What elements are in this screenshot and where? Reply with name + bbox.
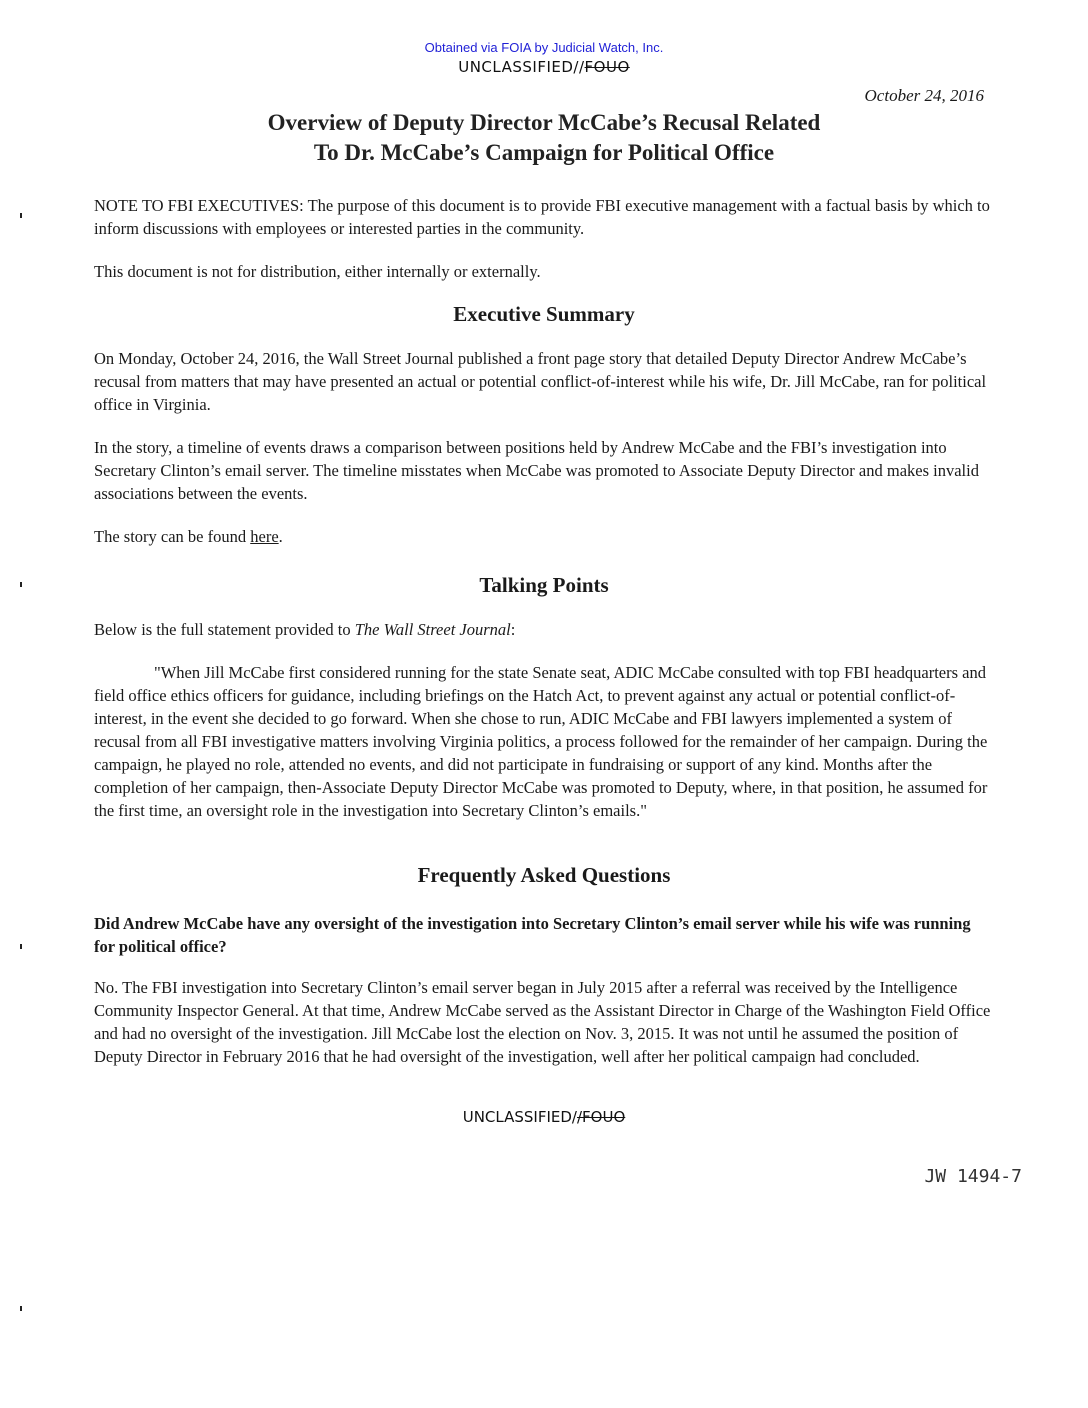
title-line-1: Overview of Deputy Director McCabe’s Recusal Related [267, 110, 821, 135]
story-prefix: The story can be found [94, 527, 251, 546]
classification-struck: FOUO [584, 58, 630, 76]
note-label: NOTE TO FBI EXECUTIVES: [94, 196, 304, 215]
faq-question: Did Andrew McCabe have any oversight of the investigation into Secretary Clinton’s email server while his wife was running for political office? [94, 914, 971, 956]
intro-prefix: Below is the full statement provided to [94, 620, 355, 639]
classification-header [0, 58, 1088, 76]
foia-watermark: Obtained via FOIA by Judicial Watch, Inc. [424, 40, 664, 55]
summary-paragraph-1: On Monday, October 24, 2016, the Wall Street Journal published a front page story that detailed Deputy Director Andrew McCabe’s recusal from matters that may have presented an actual or potential conflict-of-interest while his wife, Dr. Jill McCabe, ran for political office in Virginia. [94, 349, 987, 414]
classification-footer [0, 1108, 1088, 1126]
intro-suffix: : [510, 620, 516, 639]
story-link-paragraph [94, 525, 994, 548]
document-body [94, 194, 994, 1068]
talking-points-heading: Talking Points [479, 573, 609, 597]
footer-classification-struck: /FOUO [576, 1108, 626, 1126]
scan-artifact [20, 1306, 22, 1311]
document-title [0, 108, 1088, 168]
note-paragraph [94, 194, 994, 240]
note-text: The purpose of this document is to provide FBI executive management with a factual basis by which to inform discussions with employees or interested parties in the community. [94, 196, 990, 238]
summary-paragraph-2: In the story, a timeline of events draws a comparison between positions held by Andrew McCabe and the FBI’s investigation into Secretary Clinton’s email server. The timeline misstates when McCabe was promoted to Associate Deputy Director and makes invalid associations between the events. [94, 438, 979, 503]
story-suffix: . [278, 527, 283, 546]
talking-points-intro [94, 618, 994, 641]
faq-answer: No. The FBI investigation into Secretary Clinton’s email server began in July 2015 after a referral was received by the Intelligence Community Inspector General. At that time, Andrew McCabe served as the Assistant Director in Charge of the Washington Field Office and had no oversight of the investigation. Jill McCabe lost the election on Nov. 3, 2015. It was not until he assumed the position of Deputy Director in February 2016 that he had oversight of the investigation, well after her political campaign had concluded. [94, 978, 991, 1066]
publication-name: The Wall Street Journal [354, 620, 511, 639]
document-date: October 24, 2016 [864, 86, 984, 105]
story-link[interactable]: here [250, 527, 279, 546]
footer-classification-label: UNCLASSIFIED/ [462, 1108, 577, 1126]
official-statement: "When Jill McCabe first considered running for the state Senate seat, ADIC McCabe consulted with top FBI headquarters and field office ethics officers for guidance, including briefings on the Hatch Act, to prevent against any actual or potential conflict-of-interest, in the event she decided to go forward. When she chose to run, ADIC McCabe and FBI lawyers implemented a system of recusal from all FBI investigative matters involving Virginia politics, a process followed for the remainder of her campaign. During the campaign, he played no role, attended no events, and did not participate in fundraising or support of any kind. Months after the completion of her campaign, then-Associate Deputy Director McCabe was promoted to Deputy, where, in that position, he assumed for the first time, an oversight role in the investigation into Secretary Clinton’s emails." [94, 663, 988, 820]
bates-number: JW 1494-7 [924, 1166, 1022, 1187]
executive-summary-heading: Executive Summary [453, 302, 635, 326]
scan-artifact [20, 582, 22, 587]
title-line-2: To Dr. McCabe’s Campaign for Political Office [313, 140, 775, 165]
scan-artifact [20, 213, 22, 218]
distribution-notice: This document is not for distribution, either internally or externally. [94, 262, 541, 281]
classification-label: UNCLASSIFIED// [458, 58, 585, 76]
faq-heading: Frequently Asked Questions [417, 863, 671, 887]
scan-artifact [20, 944, 22, 949]
